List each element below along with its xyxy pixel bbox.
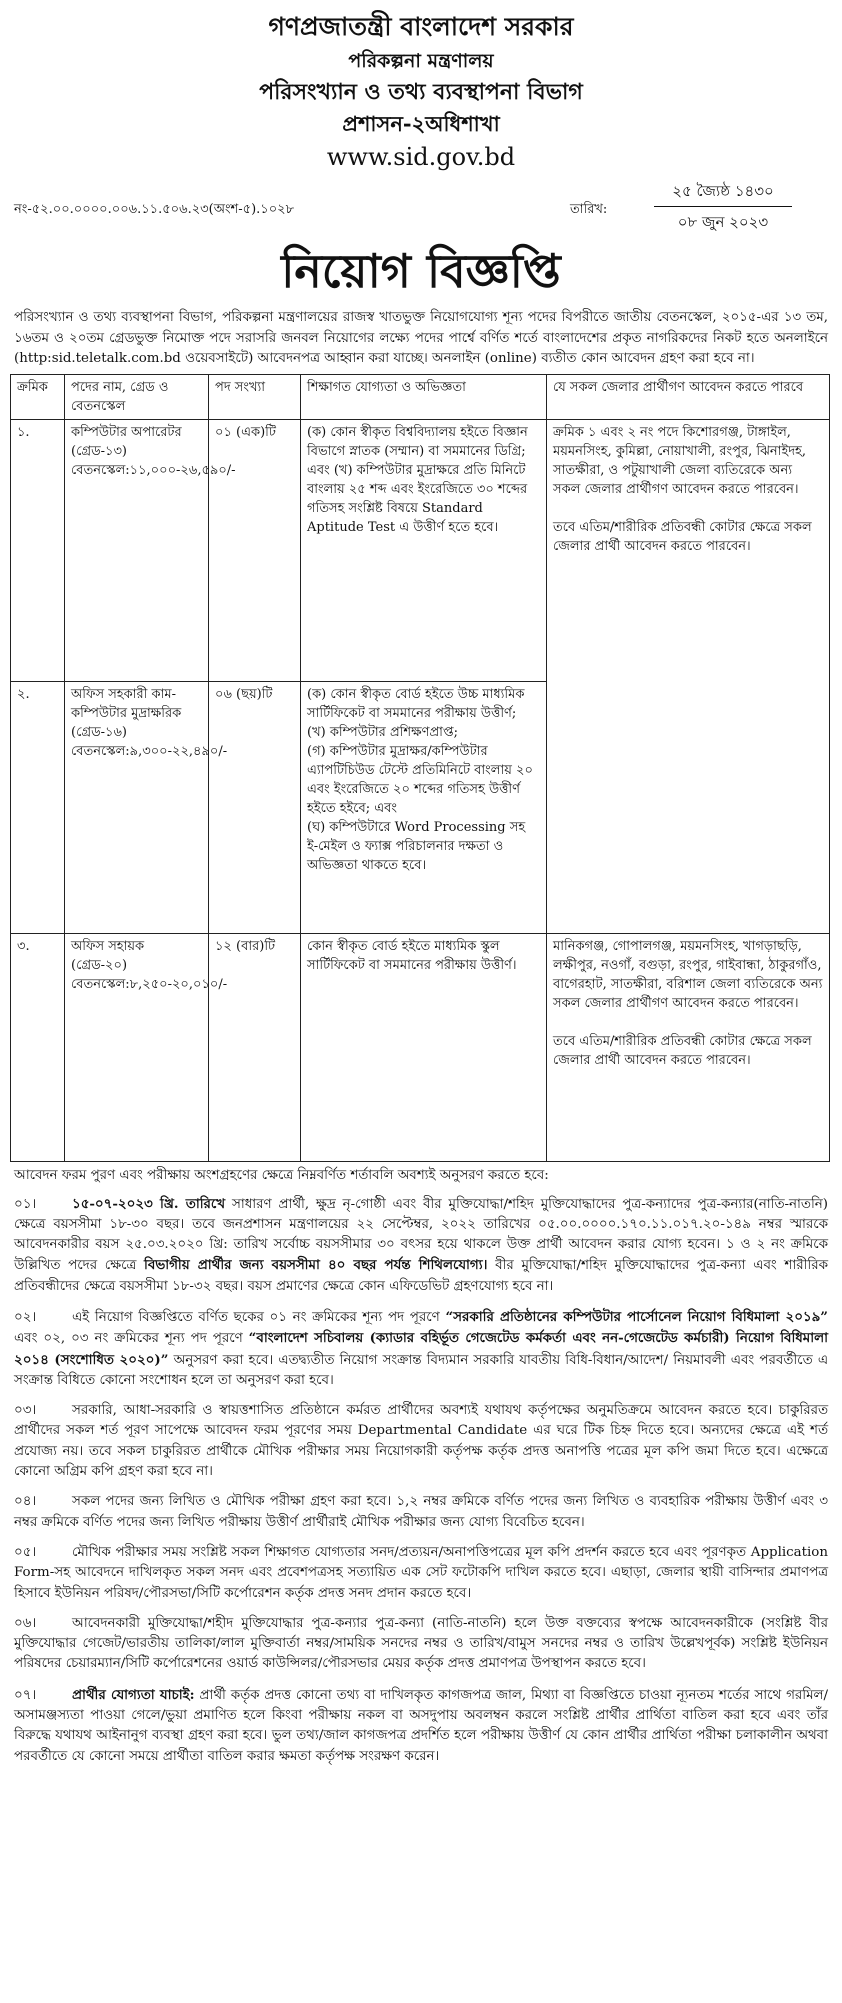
row3-post-name: অফিস সহায়ক (গ্রেড-২০) বেতনস্কেল:৮,২৫০-২০,০১০/- — [65, 933, 209, 1161]
date-divider — [654, 206, 792, 207]
condition-03 — [14, 1401, 828, 1482]
table-row — [11, 933, 830, 1161]
condition-text-mid: এবং ০২, ০৩ নং ক্রমিকের শূন্য পদ পূরণে — [14, 1331, 249, 1347]
intro-paragraph: পরিসংখ্যান ও তথ্য ব্যবস্থাপনা বিভাগ, পরিকল্পনা মন্ত্রণালয়ের রাজস্ব খাতভুক্ত নিয়োগযোগ্য শূন্য পদের বিপরীতে জাতীয় বেতনস্কেল, ২০১৫-এর ১৩ তম, ১৬তম ও ২০তম গ্রেডভুক্ত নিমোক্ত পদে সরাসরি জনবল নিয়োগের লক্ষ্যে পদের পার্শ্বে বর্ণিত শর্তে বাংলাদেশের প্রকৃত নাগরিকদের নিকট হতে অনলাইনে (http:sid.teletalk.com.bd ওয়েবসাইটে) আবেদনপত্র আহ্বান করা যাচ্ছে। অনলাইন (online) ব্যতীত কোন আবেদন গ্রহণ করা হবে না। — [14, 310, 828, 366]
memo-number: নং-৫২.০০.০০০০.০০৬.১১.৫০৬.২৩(অংশ-৫).১০২৮ — [14, 202, 295, 217]
condition-text: আবেদনকারী মুক্তিযোদ্ধা/শহীদ মুক্তিযোদ্ধার পুত্র-কন্যার পুত্র-কন্যা (নাতি-নাতনি) হলে উক্ত বক্তব্যের স্বপক্ষে আবেদনকারীকে (সংশ্লিষ্ট বীর মুক্তিযোদ্ধার গেজেট/ভারতীয় তালিকা/লাল মুক্তিবার্তা নম্বর/সাময়িক সনদের নম্বর ও তারিখ/বামুস সনদের নম্বর ও তারিখ উল্লেখপূর্বক) সংশ্লিষ্ট ইউনিয়ন পরিষদের চেয়ারম্যান/সিটি কর্পোরেশনের ওয়ার্ড কাউন্সিলর/পৌরসভার মেয়র কর্তৃক প্রদত্ত প্রমাণপত্র উপস্থাপন করতে হবে। — [14, 1615, 828, 1672]
row3-serial: ৩. — [11, 933, 65, 1161]
row2-qualification-a: (ক) কোন স্বীকৃত বোর্ড হইতে উচ্চ মাধ্যমিক সার্টিফিকেট বা সমমানের পরীক্ষায় উত্তীর্ণ; — [307, 686, 525, 721]
table-row — [11, 419, 830, 681]
section-name: প্রশাসন-২অধিশাখা — [342, 111, 500, 136]
header-districts: যে সকল জেলার প্রার্থীগণ আবেদন করতে পারবে — [547, 374, 830, 419]
row1-districts: ক্রমিক ১ এবং ২ নং পদে কিশোরগঞ্জ, টাঙ্গাইল, ময়মনসিংহ, কুমিল্লা, নোয়াখালী, রংপুর, ঝিনাইদহ, সাতক্ষীরা, ও পটুয়াখালী জেলা ব্যতিরেকে অন্য সকল জেলার প্রার্থীগণ আবেদন করতে পারবেন। — [553, 424, 807, 497]
row1-post-count: ০১ (এক)টি — [209, 419, 301, 681]
header-post-name: পদের নাম, গ্রেড ও বেতনস্কেল — [65, 374, 209, 419]
header-serial: ক্রমিক — [11, 374, 65, 419]
condition-text: সাধারণ প্রার্থী, ক্ষুদ্র নৃ-গোষ্ঠী এবং বীর মুক্তিযোদ্ধা/শহিদ মুক্তিযোদ্ধাদের পুত্র-কন্যাদের পুত্র-কন্যার(নাতি-নাতনি) ক্ষেত্রে বয়সসীমা ১৮-৩০ বছর। তবে জনপ্রশাসন মন্ত্রণালয়ের ২২ সেপ্টেম্বর, ২০২২ তারিখের ০৫.০০.০০০০.১৭০.১১.০১৭.২০-১৪৯ নম্বর স্মারকে আবেদনকারীর বয়স ২৫.০৩.২০২০ খ্রি: তারিখ সর্বোচ্চ বয়সসীমার ৩০ বৎসর হয়ে থাকলে উক্ত প্রার্থী আবেদন করার যোগ্য হবেন। ১ ও ২ নং ক্রমিকে উল্লিখিত পদের ক্ষেত্রে — [14, 1196, 829, 1274]
condition-06 — [14, 1614, 828, 1675]
condition-bold-text: বিভাগীয় প্রার্থীর জন্য বয়সসীমা ৪০ বছর পর্যন্ত শিথিলযোগ্য। — [144, 1257, 488, 1274]
row2-qualification-b: (খ) কম্পিউটার প্রশিক্ষণপ্রাপ্ত; — [307, 724, 458, 740]
row1-serial: ১. — [11, 419, 65, 681]
notice-title: নিয়োগ বিজ্ঞপ্তি — [281, 244, 561, 298]
division-name: পরিসংখ্যান ও তথ্য ব্যবস্থাপনা বিভাগ — [259, 79, 583, 105]
condition-text: মৌখিক পরীক্ষার সময় সংশ্লিষ্ট সকল শিক্ষাগত যোগ্যতার সনদ/প্রত্যয়ন/অনাপত্তিপত্রের মূল কপি প্রদর্শন করতে হবে এবং পূরণকৃত Application Form-সহ আবেদনে দাখিলকৃত সকল সনদ এবং প্রবেশপত্রসহ সত্যায়িত এক সেট ফটোকপি দাখিল করতে হবে। এছাড়া, জেলার স্থায়ী বাসিন্দার প্রমাণপত্র হিসাবে ইউনিয়ন পরিষদ/পৌরসভা/সিটি কর্পোরেশন কর্তৃক প্রদত্ত সনদ প্রদান করতে হবে। — [14, 1544, 828, 1601]
row2-qualification-c: (গ) কম্পিউটার মুদ্রাক্ষর/কম্পিউটার এ্যাপটিচিউড টেস্টে প্রতিমিনিটে বাংলায় ২০ এবং ইংরেজিতে ২০ শব্দের গতিসহ উত্তীর্ণ হইতে হইবে; এবং — [307, 743, 533, 816]
spacer — [553, 499, 823, 518]
date-bangla: ২৫ জ্যৈষ্ঠ ১৪৩০ — [672, 182, 774, 200]
header-qualification: শিক্ষাগত যোগ্যতা ও অভিজ্ঞতা — [301, 374, 547, 419]
government-name: গণপ্রজাতন্ত্রী বাংলাদেশ সরকার — [268, 12, 574, 41]
condition-text: সকল পদের জন্য লিখিত ও মৌখিক পরীক্ষা গ্রহণ করা হবে। ১,২ নম্বর ক্রমিকে বর্ণিত পদের জন্য লিখিত ও ব্যবহারিক পরীক্ষায় উত্তীর্ণ এবং ৩ নম্বর ক্রমিকে বর্ণিত পদের জন্য লিখিত পরীক্ষায় উত্তীর্ণ প্রার্থীরাই মৌখিক পরীক্ষার জন্য যোগ্য বিবেচিত হবেন। — [14, 1494, 828, 1530]
row2-post-name: অফিস সহকারী কাম-কম্পিউটার মুদ্রাক্ষরিক (গ্রেড-১৬) বেতনস্কেল:৯,৩০০-২২,৪৯০/- — [65, 681, 209, 933]
condition-text-end: অনুসরণ করা হবে। এতদ্ব্যতীত নিয়োগ সংক্রান্ত বিদ্যমান সরকারি যাবতীয় বিধি-বিধান/আদেশ/ নিয়মাবলী এবং পরবর্তীতে এ সংক্রান্ত বিধিতে কোনো সংশোধন হলে তা অনুসরণ করা হবে। — [14, 1352, 829, 1388]
row1-post-name: কম্পিউটার অপারেটর (গ্রেড-১৩) বেতনস্কেল:১১,০০০-২৬,৫৯০/- — [65, 419, 209, 681]
row3-qualification: কোন স্বীকৃত বোর্ড হইতে মাধ্যমিক স্কুল সার্টিফিকেট বা সমমানের পরীক্ষায় উত্তীর্ণ। — [301, 933, 547, 1161]
spacer — [553, 1013, 823, 1032]
date-values — [648, 178, 798, 235]
row3-post-count: ১২ (বার)টি — [209, 933, 301, 1161]
condition-04 — [14, 1492, 828, 1533]
condition-bold-lead: ১৫-০৭-২০২৩ খ্রি. তারিখে — [72, 1195, 226, 1212]
condition-02 — [14, 1307, 828, 1391]
table-header-row — [11, 374, 830, 419]
condition-text: এই নিয়োগ বিজ্ঞপ্তিতে বর্ণিত ছকের ০১ নং ক্রমিকের শূন্য পদ পূরণে — [72, 1309, 446, 1325]
row2-post-count: ০৬ (ছয়)টি — [209, 681, 301, 933]
letterhead — [10, 0, 832, 174]
condition-number: ০১। — [14, 1196, 37, 1212]
row1-quota-note: তবে এতিম/শারীরিক প্রতিবন্ধী কোটার ক্ষেত্রে সকল জেলার প্রার্থী আবেদন করতে পারবেন। — [553, 519, 812, 554]
condition-text: সরকারি, আধা-সরকারি ও স্বায়ত্তশাসিত প্রতিষ্ঠানে কর্মরত প্রার্থীদের অবশ্যই যথাযথ কর্তৃপক্ষের অনুমতিক্রমে আবেদন করতে হবে। চাকুরিরত প্রার্থীদের সকল শর্ত পূরণ সাপেক্ষে আবেদন ফরম পূরণের সময় Departmental Candidate এর ঘরে টিক চিহ্ন দিতে হবে। অন্যদের ক্ষেত্রে এই শর্ত প্রযোজ্য নয়। তবে সকল চাকুরিরত প্রার্থীকে মৌখিক পরীক্ষার সময় নিয়োগকারী কর্তৃপক্ষ কর্তৃক প্রদত্ত অনাপত্তি পত্রের মূল কপি জমা দিতে হবে। এক্ষেত্রে কোনো অগ্রিম কপি গ্রহণ করা হবে না। — [14, 1403, 828, 1480]
condition-05 — [14, 1543, 828, 1604]
row1-districts-cell — [547, 419, 830, 933]
condition-number: ০৭। — [14, 1687, 37, 1703]
condition-number: ০৬। — [14, 1615, 37, 1631]
condition-01 — [14, 1194, 828, 1297]
memo-row — [10, 178, 832, 238]
row2-serial: ২. — [11, 681, 65, 933]
posts-table — [10, 374, 830, 1162]
row2-qualification-d: (ঘ) কম্পিউটারে Word Processing সহ ই-মেইল ও ফ্যাক্স পরিচালনার দক্ষতা ও অভিজ্ঞতা থাকতে হবে। — [307, 819, 526, 873]
condition-07 — [14, 1685, 828, 1767]
condition-number: ০৪। — [14, 1494, 37, 1510]
website-link[interactable]: www.sid.gov.bd — [326, 143, 516, 171]
date-label: তারিখ: — [570, 202, 608, 217]
row2-qualification — [301, 681, 547, 933]
condition-number: ০৫। — [14, 1544, 37, 1560]
header-post-count: পদ সংখ্যা — [209, 374, 301, 419]
condition-bold-text: “সরকারি প্রতিষ্ঠানের কম্পিউটার পার্সোনেল নিয়োগ বিধিমালা ২০১৯” — [445, 1308, 828, 1325]
row3-districts-cell — [547, 933, 830, 1161]
condition-text-end: বীর মুক্তিযোদ্ধা/শহিদ মুক্তিযোদ্ধাদের পুত্র-কন্যা এবং শারীরিক প্রতিবন্ধীদের ক্ষেত্রে বয়সসীমা ১৮-৩২ বছর। বয়স প্রমাণের ক্ষেত্রে কোন এফিডেভিট গ্রহণযোগ্য হবে না। — [14, 1258, 828, 1294]
row1-qualification: (ক) কোন স্বীকৃত বিশ্ববিদ্যালয় হইতে বিজ্ঞান বিভাগে স্নাতক (সম্মান) বা সমমানের ডিগ্রি; এবং (খ) কম্পিউটার মুদ্রাক্ষরে প্রতি মিনিটে বাংলায় ২৫ শব্দ এবং ইংরেজিতে ৩০ শব্দের গতিসহ সংশ্লিষ্ট বিষয়ে Standard Aptitude Test এ উত্তীর্ণ হতে হবে। — [301, 419, 547, 681]
condition-number: ০৩। — [14, 1403, 37, 1419]
condition-bold-text-2: “বাংলাদেশ সচিবালয় (ক্যাডার বহির্ভূত গেজেটেড কর্মকর্তা এবং নন-গেজেটেড কর্মচারী) নিয়োগ বিধিমালা ২০১৪ (সংশোধিত ২০২০)” — [14, 1330, 828, 1368]
condition-bold-lead: প্রার্থীর যোগ্যতা যাচাই: — [72, 1686, 195, 1703]
date-english: ০৮ জুন ২০২৩ — [677, 213, 769, 231]
row3-districts: মানিকগঞ্জ, গোপালগঞ্জ, ময়মনসিংহ, খাগড়াছড়ি, লক্ষীপুর, নওগাঁ, বগুড়া, রংপুর, গাইবান্ধা, ঠাকুরগাঁও, বাগেরহাট, সাতক্ষীরা, বরিশাল জেলা ব্যতিরেকে অন্য সকল জেলার প্রার্থীগণ আবেদন করতে পারবেন। — [553, 938, 823, 1011]
row3-quota-note: তবে এতিম/শারীরিক প্রতিবন্ধী কোটার ক্ষেত্রে সকল জেলার প্রার্থী আবেদন করতে পারবেন। — [553, 1033, 812, 1068]
ministry-name: পরিকল্পনা মন্ত্রণালয় — [348, 50, 494, 72]
conditions-intro: আবেদন ফরম পুরণ এবং পরীক্ষায় অংশগ্রহণের ক্ষেত্রে নিম্নবর্ণিত শর্তাবলি অবশ্যই অনুসরণ করতে হবে: — [14, 1167, 549, 1183]
condition-text: প্রার্থী কর্তৃক প্রদত্ত কোনো তথ্য বা দাখিলকৃত কাগজপত্র জাল, মিথ্যা বা বিজ্ঞপ্তিতে চাওয়া ন্যূনতম শর্তের সাথে গরমিল/অসামঞ্জস্যতা পাওয়া গেলে/ভুয়া প্রমাণিত হলে কিংবা পরীক্ষায় নকল বা অসদুপায় অবলম্বন করলে সংশ্লিষ্ট প্রার্থীর প্রার্থিতা বাতিল করা হবে এবং তাঁর বিরুদ্ধে যথাযথ আইনানুগ ব্যবস্থা গ্রহণ করা হবে। ভুল তথ্য/জাল কাগজপত্র প্রদর্শিত হলে পরীক্ষায় উত্তীর্ণ যে কোন প্রার্থীর প্রার্থিতা পরীক্ষা চলাকালীন অথবা পরবর্তীতে যে কোনো সময়ে প্রার্থীতা বাতিল করার ক্ষমতা কর্তৃপক্ষ সংরক্ষণ করেন। — [14, 1687, 829, 1764]
condition-number: ০২। — [14, 1309, 37, 1325]
